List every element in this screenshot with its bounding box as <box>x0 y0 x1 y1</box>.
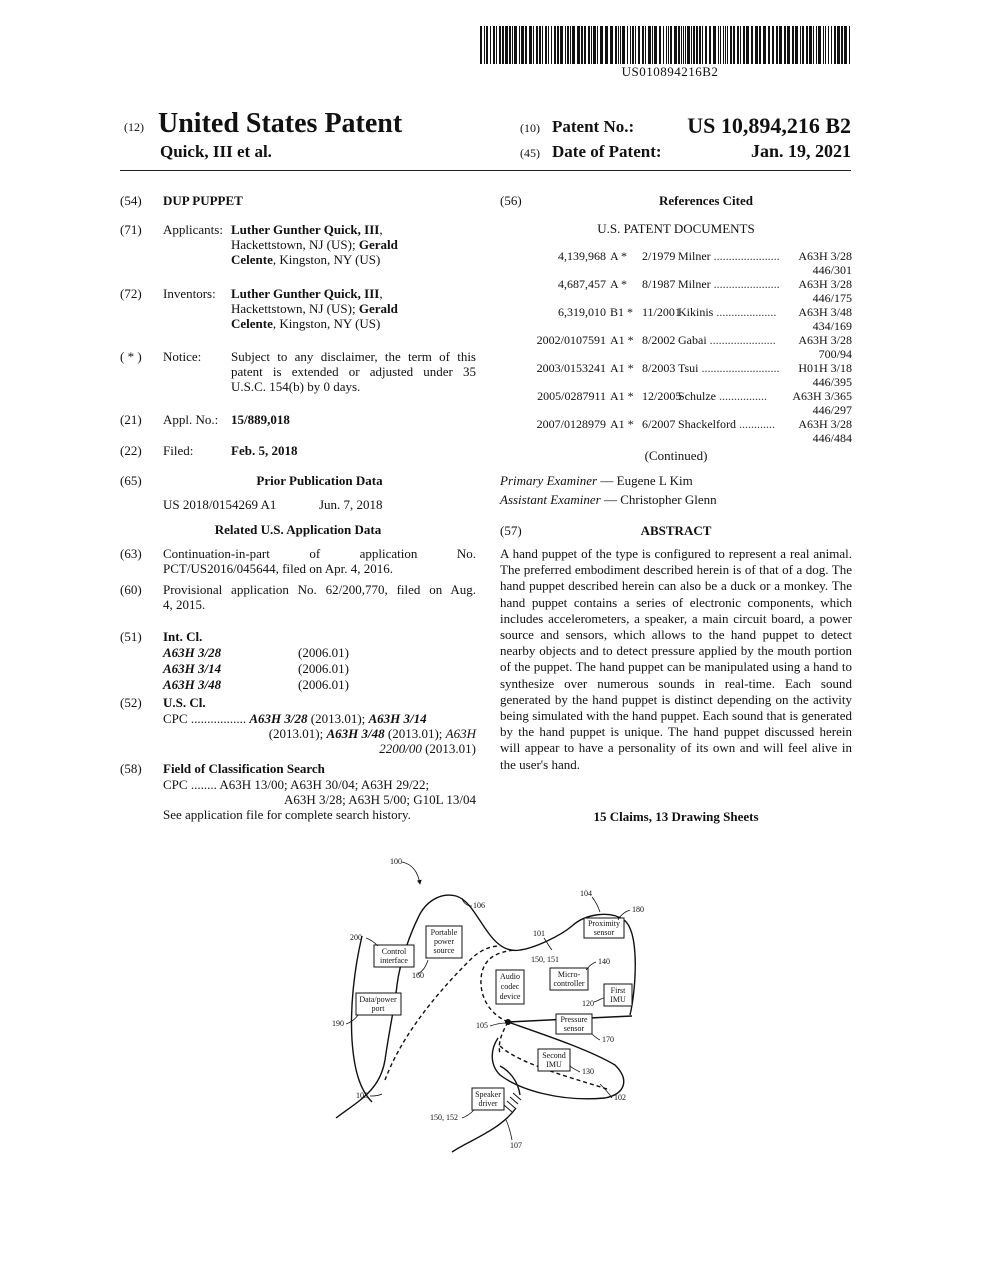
svg-text:Speaker <box>475 1090 501 1099</box>
ref-class: A63H 3/28 <box>798 277 852 291</box>
box-label: source <box>433 946 455 955</box>
ref-180: 180 <box>632 905 644 914</box>
box-label: codec <box>500 982 520 991</box>
applicant-name-1: Luther Gunther Quick, III <box>231 222 380 237</box>
us-cl-class-4a: A63H <box>445 726 476 741</box>
inventor-name-2a: Gerald <box>358 301 398 316</box>
abstract-text: A hand puppet of the type is configured to represent a real animal. The preferred embodiment described herein is of that of a dog. The hand puppet described herein can also be a duck or a monkey. The hand puppet contains a series of electronic components, which includes accelerometers, a speaker, a main circuit board, a power source and sensors, which allows to the hand puppet to detect nearby objects and to detect pressure applied by the mouth portion of the puppet. The hand puppet can be manipulated using a hand to synthesize over numerous sounds in real-time. Each sound generated by the hand puppet is distinct depending on the activity being simulated with the hand puppet. Each sound that is generated by the hand puppet is unique. The hand puppet discussed herein will appear to have a personality of its own and will feel alive in the user's hand. <box>500 546 852 772</box>
box-label: sensor <box>563 1024 585 1033</box>
patent-title: DUP PUPPET <box>163 193 243 208</box>
box-label: interface <box>380 956 408 965</box>
patent-figure <box>0 840 989 1160</box>
barcode <box>480 26 852 64</box>
ref-number: 2005/0287911 <box>537 389 606 403</box>
int-cl-class-1: A63H 3/28 <box>163 645 222 660</box>
us-cl-class-4b: 2200/00 <box>379 741 422 756</box>
reference-row <box>500 305 852 335</box>
ref-leader: .......................... <box>698 361 780 375</box>
box-label: controller <box>553 979 585 988</box>
related-63-line-2: PCT/US2016/045644, filed on Apr. 4, 2016. <box>163 561 394 576</box>
us-cl-class-1: A63H 3/28 <box>249 711 308 726</box>
ref-subclass: 700/94 <box>818 347 852 361</box>
reference-row <box>500 389 852 419</box>
field-search-line-1: CPC ........ A63H 13/00; A63H 30/04; A63H 29/22; <box>163 777 430 792</box>
svg-text:device <box>500 992 521 1001</box>
svg-text:port <box>372 1004 386 1013</box>
ref-105: 105 <box>476 1021 488 1030</box>
box-label: IMU <box>610 995 626 1004</box>
ref-190: 190 <box>332 1019 344 1028</box>
svg-text:Control <box>382 947 407 956</box>
barcode-number: US010894216B2 <box>621 64 719 79</box>
box-label: Second <box>542 1051 566 1060</box>
ref-leader: .................... <box>713 305 777 319</box>
ref-120: 120 <box>582 999 594 1008</box>
ref-subclass: 446/484 <box>812 431 852 445</box>
ref-date: 2/1979 <box>642 249 676 263</box>
applicant-city-2: , Kingston, NY (US) <box>272 252 381 267</box>
ref-150-151: 150, 151 <box>531 955 559 964</box>
ref-inventor: Schulze <box>678 389 716 403</box>
date-code: (45) <box>520 146 540 160</box>
inventor-city-1: Hackettstown, NJ (US); <box>231 301 359 316</box>
svg-text:Second <box>542 1051 566 1060</box>
assistant-examiner-label: Assistant Examiner <box>500 492 601 507</box>
ref-kind: A1 * <box>610 389 634 403</box>
ref-kind: A1 * <box>610 417 634 431</box>
ref-number: 6,319,010 <box>558 305 606 319</box>
svg-text:First <box>611 986 626 995</box>
ref-leader: ................ <box>716 389 767 403</box>
ref-inventor: Kikinis <box>678 305 714 319</box>
ref-inventor: Gabai <box>678 333 707 347</box>
ref-date: 12/2005 <box>642 389 682 403</box>
us-cl-version-2: (2013.01); <box>268 726 327 741</box>
prior-pub-heading: Prior Publication Data <box>256 473 383 488</box>
svg-text:driver <box>478 1099 497 1108</box>
ref-103: 103 <box>356 1091 368 1100</box>
prior-pub-number: US 2018/0154269 A1 <box>163 497 277 512</box>
box-label: Portable <box>430 928 458 937</box>
ref-inventor: Milner <box>678 277 711 291</box>
us-docs-heading: U.S. PATENT DOCUMENTS <box>597 221 755 236</box>
box-label: Speaker <box>475 1090 501 1099</box>
box-label: Micro- <box>557 970 581 979</box>
related-heading: Related U.S. Application Data <box>214 522 382 537</box>
title-code: (54) <box>120 193 142 208</box>
abstract-code: (57) <box>500 523 522 538</box>
ref-150-152: 150, 152 <box>430 1113 458 1122</box>
ref-subclass: 446/175 <box>812 291 852 305</box>
ref-subclass: 446/297 <box>812 403 852 417</box>
inventors-label: Inventors: <box>163 286 216 301</box>
related-60-code: (60) <box>120 582 142 597</box>
ref-number: 4,139,968 <box>558 249 606 263</box>
applicants-block <box>231 222 476 267</box>
filed-label: Filed: <box>163 443 194 458</box>
notice-line-3: U.S.C. 154(b) by 0 days. <box>231 379 361 394</box>
ref-140: 140 <box>598 957 610 966</box>
ref-date: 11/2001 <box>642 305 681 319</box>
ref-leader: ...................... <box>706 333 776 347</box>
svg-text:Pressure <box>560 1015 588 1024</box>
refs-continued: (Continued) <box>644 448 708 463</box>
prior-pub-date: Jun. 7, 2018 <box>319 497 383 512</box>
box-label: driver <box>478 1099 498 1108</box>
lower-jaw-inner <box>499 1022 508 1054</box>
filed-code: (22) <box>120 443 142 458</box>
box-label: Pressure <box>560 1015 588 1024</box>
notice-line-1: Subject to any disclaimer, the term of this <box>231 349 476 364</box>
svg-text:IMU <box>610 995 626 1004</box>
reference-row <box>500 417 852 447</box>
field-search-code: (58) <box>120 761 142 776</box>
field-search-heading: Field of Classification Search <box>163 761 325 776</box>
int-cl-class-3: A63H 3/48 <box>163 677 222 692</box>
ref-kind: A * <box>610 277 628 291</box>
doc-type-code: (12) <box>124 120 144 134</box>
svg-text:source <box>434 946 455 955</box>
ref-number: 4,687,457 <box>558 277 606 291</box>
box-label: power <box>434 937 454 946</box>
box-label: IMU <box>546 1060 562 1069</box>
doc-type: United States Patent <box>158 108 403 139</box>
applicant-sep: , <box>379 222 383 237</box>
field-search-block <box>163 777 476 822</box>
ref-106: 106 <box>473 901 485 910</box>
related-63-code: (63) <box>120 546 142 561</box>
ref-leader: ...................... <box>710 277 780 291</box>
field-search-line-2: A63H 3/28; A63H 5/00; G10L 13/04 <box>284 792 476 807</box>
ref-leader: ............ <box>735 417 775 431</box>
svg-text:Audio <box>500 972 520 981</box>
ref-160: 160 <box>412 971 424 980</box>
primary-examiner-label: Primary Examiner <box>500 473 598 488</box>
ref-130: 130 <box>582 1067 594 1076</box>
ref-number: 2007/0128979 <box>536 417 606 431</box>
svg-text:IMU <box>546 1060 562 1069</box>
filed-date: Feb. 5, 2018 <box>231 443 298 458</box>
us-cl-code: (52) <box>120 695 142 710</box>
ref-date: 6/2007 <box>642 417 676 431</box>
us-cl-version-3: (2013.01); <box>384 726 446 741</box>
appl-number: 15/889,018 <box>231 412 290 427</box>
related-63 <box>163 546 476 576</box>
related-60-line-1: Provisional application No. 62/200,770, filed on Aug. <box>163 582 476 597</box>
ref-104: 104 <box>580 889 592 898</box>
applicants-code: (71) <box>120 222 142 237</box>
patent-no-code: (10) <box>520 121 540 135</box>
inventor-name-1: Luther Gunther Quick, III <box>231 286 380 301</box>
ref-100: 100 <box>390 857 402 866</box>
refs-heading: References Cited <box>659 193 753 208</box>
us-cl-block <box>163 711 476 756</box>
reference-row <box>500 277 852 307</box>
notice-line-2: patent is extended or adjusted under 35 <box>231 364 476 379</box>
ref-date: 8/2002 <box>642 333 676 347</box>
cable <box>452 1108 516 1152</box>
box-label: Audio <box>500 972 520 981</box>
inventor-short: Quick, III et al. <box>160 142 272 161</box>
ref-kind: A * <box>610 249 628 263</box>
inventor-city-2: , Kingston, NY (US) <box>272 316 381 331</box>
ref-date: 8/1987 <box>642 277 676 291</box>
ref-class: A63H 3/365 <box>792 389 852 403</box>
svg-text:power <box>434 937 454 946</box>
ref-101: 101 <box>533 929 545 938</box>
ref-subclass: 434/169 <box>812 319 852 333</box>
date-label: Date of Patent: <box>552 142 662 161</box>
box-label: sensor <box>593 928 615 937</box>
us-cl-cpc-label: CPC ................. <box>163 711 247 726</box>
ref-class: A63H 3/48 <box>798 305 852 319</box>
applicant-city-1: Hackettstown, NJ (US); <box>231 237 359 252</box>
primary-examiner-name: — Eugene L Kim <box>597 473 693 488</box>
notice-code: ( * ) <box>120 349 142 364</box>
box-label: port <box>371 1004 385 1013</box>
related-63-line-1: Continuation-in-part of application No. <box>163 546 476 561</box>
ref-kind: A1 * <box>610 361 634 375</box>
us-cl-class-3: A63H 3/48 <box>326 726 385 741</box>
int-cl-code: (51) <box>120 629 142 644</box>
us-cl-version-4: (2013.01) <box>421 741 476 756</box>
box-label: Control <box>381 947 407 956</box>
svg-text:sensor <box>594 928 615 937</box>
us-cl-class-2: A63H 3/14 <box>368 711 427 726</box>
svg-text:interface <box>380 956 408 965</box>
box-label: First <box>610 986 626 995</box>
ref-kind: B1 * <box>610 305 634 319</box>
box-label: Data/power <box>359 995 397 1004</box>
ref-inventor: Milner <box>678 249 711 263</box>
inventors-block <box>231 286 476 331</box>
ref-kind: A1 * <box>610 333 634 347</box>
related-60 <box>163 582 476 612</box>
ref-class: A63H 3/28 <box>798 249 852 263</box>
svg-text:sensor <box>564 1024 585 1033</box>
int-cl-version-2: (2006.01) <box>298 661 349 676</box>
ref-170: 170 <box>602 1035 614 1044</box>
inventor-sep: , <box>379 286 383 301</box>
svg-text:Portable <box>431 928 458 937</box>
applicant-name-2a: Gerald <box>358 237 398 252</box>
svg-text:Data/power <box>359 995 397 1004</box>
claims-summary: 15 Claims, 13 Drawing Sheets <box>593 809 759 824</box>
patent-number: US 10,894,216 B2 <box>687 113 851 138</box>
int-cl-version-3: (2006.01) <box>298 677 349 692</box>
ref-class: A63H 3/28 <box>798 417 852 431</box>
primary-examiner <box>500 473 693 488</box>
applicants-label: Applicants: <box>163 222 223 237</box>
ref-200: 200 <box>350 933 362 942</box>
reference-row <box>500 249 852 279</box>
ref-inventor: Tsui <box>678 361 699 375</box>
reference-row <box>500 361 852 391</box>
header-rule <box>120 170 851 171</box>
box-label: Proximity <box>587 919 621 928</box>
box-label: device <box>499 992 521 1001</box>
related-60-line-2: 4, 2015. <box>163 597 206 612</box>
assistant-examiner <box>500 492 717 507</box>
notice-block <box>231 349 476 394</box>
notice-label: Notice: <box>163 349 202 364</box>
ref-number: 2002/0107591 <box>536 333 606 347</box>
hinge-point <box>505 1019 511 1025</box>
ref-class: H01H 3/18 <box>798 361 852 375</box>
abstract-heading: ABSTRACT <box>640 523 712 538</box>
svg-text:Micro- <box>558 970 581 979</box>
ref-class: A63H 3/28 <box>798 333 852 347</box>
assistant-examiner-name: — Christopher Glenn <box>600 492 717 507</box>
us-cl-heading: U.S. Cl. <box>163 695 206 710</box>
ref-date: 8/2003 <box>642 361 676 375</box>
int-cl-heading: Int. Cl. <box>163 629 203 644</box>
patent-date: Jan. 19, 2021 <box>750 141 851 161</box>
int-cl-version-1: (2006.01) <box>298 645 349 660</box>
ref-number: 2003/0153241 <box>536 361 606 375</box>
ref-subclass: 446/395 <box>812 375 852 389</box>
svg-text:controller <box>553 979 584 988</box>
ref-102: 102 <box>614 1093 626 1102</box>
appl-label: Appl. No.: <box>163 412 219 427</box>
field-search-line-3: See application file for complete search history. <box>163 807 411 822</box>
ref-leader: ...................... <box>710 249 780 263</box>
reference-row <box>500 333 852 363</box>
svg-text:Proximity <box>588 919 620 928</box>
prior-pub-code: (65) <box>120 473 142 488</box>
int-cl-class-2: A63H 3/14 <box>163 661 222 676</box>
svg-text:codec <box>501 982 520 991</box>
inventors-code: (72) <box>120 286 142 301</box>
inventor-name-2b: Celente <box>231 316 273 331</box>
ref-107: 107 <box>510 1141 522 1150</box>
patent-no-label: Patent No.: <box>552 117 635 136</box>
appl-code: (21) <box>120 412 142 427</box>
ref-subclass: 446/301 <box>812 263 852 277</box>
us-cl-version-1: (2013.01); <box>307 711 369 726</box>
ref-inventor: Shackelford <box>678 417 736 431</box>
applicant-name-2b: Celente <box>231 252 273 267</box>
refs-code: (56) <box>500 193 522 208</box>
